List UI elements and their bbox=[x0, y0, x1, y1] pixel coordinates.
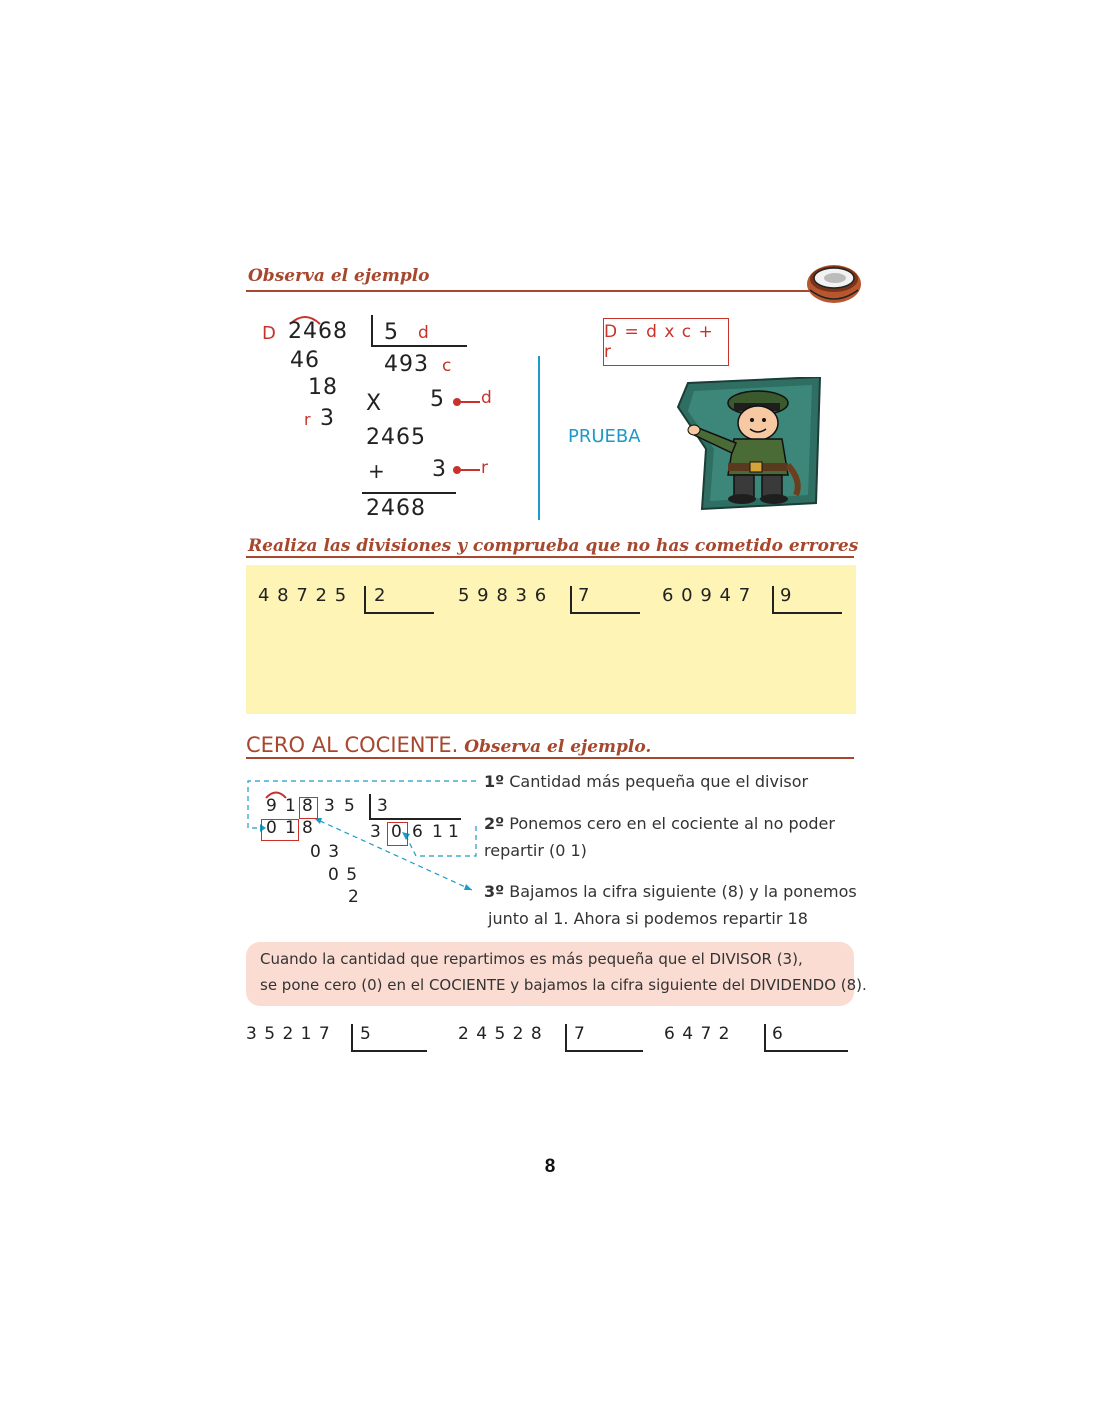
ex-hbar bbox=[369, 818, 461, 820]
ex3-vbar bbox=[772, 586, 774, 614]
final-ex3-hbar bbox=[764, 1050, 848, 1052]
final-dividend-1: 3 5 2 1 7 bbox=[246, 1024, 331, 1044]
final-divisor-3: 6 bbox=[772, 1024, 784, 1044]
dividend-label: D bbox=[262, 323, 276, 344]
exercise-divisor-1: 2 bbox=[374, 585, 387, 606]
prueba-label: PRUEBA bbox=[568, 426, 641, 447]
division-bar-vertical bbox=[371, 315, 373, 347]
ex-digit: 3 bbox=[324, 796, 336, 816]
ex-quotient-digit: 3 bbox=[370, 822, 382, 842]
proof-divisor: 5 bbox=[430, 387, 445, 412]
remainder: 3 bbox=[320, 406, 335, 431]
final-dividend-2: 2 4 5 2 8 bbox=[458, 1024, 543, 1044]
final-ex3-vbar bbox=[764, 1024, 766, 1052]
times-sign: X bbox=[366, 391, 383, 416]
separator bbox=[538, 356, 540, 520]
result: 2468 bbox=[366, 496, 426, 521]
remainder-label: r bbox=[304, 410, 311, 429]
policeman-illustration bbox=[676, 377, 822, 511]
ex-quotient-digit: 6 bbox=[412, 822, 424, 842]
ex2-hbar bbox=[570, 612, 640, 614]
ex-digit: 9 bbox=[266, 796, 278, 816]
ex-row2-digit: 8 bbox=[302, 818, 314, 838]
divisor: 5 bbox=[384, 320, 399, 345]
ex-row2-digit: 1 bbox=[285, 818, 297, 838]
step-3 bbox=[484, 882, 857, 901]
ex1-hbar bbox=[364, 612, 434, 614]
division-bar-horizontal bbox=[371, 345, 467, 347]
step-text: Ponemos cero en el cociente al no poder bbox=[509, 814, 835, 833]
final-ex1-hbar bbox=[351, 1050, 427, 1052]
ex-row4: 0 5 bbox=[328, 865, 359, 885]
exercise-dividend-1: 4 8 7 2 5 bbox=[258, 585, 348, 606]
section3-title-small: Observa el ejemplo. bbox=[458, 737, 652, 757]
formula-box bbox=[603, 318, 729, 366]
ex-digit: 5 bbox=[344, 796, 356, 816]
quotient-label: c bbox=[442, 356, 452, 376]
product: 2465 bbox=[366, 425, 426, 450]
sum-line bbox=[362, 492, 456, 494]
final-divisor-1: 5 bbox=[360, 1024, 372, 1044]
section3-rule bbox=[246, 757, 854, 759]
section1-rule bbox=[246, 290, 816, 292]
final-dividend-3: 6 4 7 2 bbox=[664, 1024, 731, 1044]
coconut-icon bbox=[804, 262, 864, 306]
quotient: 493 bbox=[384, 352, 429, 377]
final-ex1-vbar bbox=[351, 1024, 353, 1052]
step-1 bbox=[484, 772, 808, 791]
pointer-d bbox=[452, 396, 482, 408]
ex-quotient-digit: 1 bbox=[432, 822, 444, 842]
step-text: Cantidad más pequeña que el divisor bbox=[509, 772, 809, 791]
ex-quotient-digit: 0 bbox=[391, 822, 403, 842]
section2-rule bbox=[246, 556, 854, 558]
exercise-divisor-2: 7 bbox=[578, 585, 591, 606]
ex2-vbar bbox=[570, 586, 572, 614]
ex3-hbar bbox=[772, 612, 842, 614]
section3-title-big: CERO AL COCIENTE. bbox=[246, 733, 459, 757]
ex-vbar bbox=[369, 794, 371, 820]
ex1-vbar bbox=[364, 586, 366, 614]
ex-digit: 8 bbox=[302, 796, 314, 816]
step-2 bbox=[484, 814, 835, 833]
ex-row2-digit: 0 bbox=[266, 818, 278, 838]
exercise-divisor-3: 9 bbox=[780, 585, 793, 606]
ex-row3: 0 3 bbox=[310, 842, 341, 862]
ex-divisor: 3 bbox=[377, 796, 389, 816]
plus-sign: + bbox=[368, 459, 385, 483]
ex-digit: 1 bbox=[285, 796, 297, 816]
section2-title: Realiza las divisiones y comprueba que no has cometido errores bbox=[248, 536, 859, 556]
rule-line-1: Cuando la cantidad que repartimos es más pequeña que el DIVISOR (3), bbox=[260, 950, 803, 968]
partial-2: 18 bbox=[308, 375, 338, 400]
final-divisor-2: 7 bbox=[574, 1024, 586, 1044]
section3-title bbox=[246, 733, 651, 757]
pointer-r bbox=[452, 464, 482, 476]
dividend: 2468 bbox=[288, 319, 348, 344]
step-text: Bajamos la cifra siguiente (8) y la ponemos bbox=[509, 882, 857, 901]
step-num: 1º bbox=[484, 772, 505, 791]
exercise-dividend-2: 5 9 8 3 6 bbox=[458, 585, 548, 606]
ex-quotient-digit: 1 bbox=[448, 822, 460, 842]
step-num: 3º bbox=[484, 882, 505, 901]
step-2-line2: repartir (0 1) bbox=[484, 841, 587, 860]
step-3-line2: junto al 1. Ahora si podemos repartir 18 bbox=[488, 909, 808, 928]
formula-text: D = d x c + r bbox=[604, 322, 714, 362]
rule-line-2: se pone cero (0) en el COCIENTE y bajamos la cifra siguiente del DIVIDENDO (8). bbox=[260, 976, 867, 994]
step-num: 2º bbox=[484, 814, 505, 833]
ex-row5: 2 bbox=[348, 887, 360, 907]
final-ex2-hbar bbox=[565, 1050, 643, 1052]
section1-title: Observa el ejemplo bbox=[248, 266, 430, 286]
proof-r-label: r bbox=[481, 458, 488, 478]
exercise-dividend-3: 6 0 9 4 7 bbox=[662, 585, 752, 606]
partial-1: 46 bbox=[290, 348, 320, 373]
page-number: 8 bbox=[544, 1156, 556, 1177]
proof-remainder: 3 bbox=[432, 457, 447, 482]
divisor-label: d bbox=[418, 323, 429, 343]
final-ex2-vbar bbox=[565, 1024, 567, 1052]
proof-d-label: d bbox=[481, 388, 492, 408]
